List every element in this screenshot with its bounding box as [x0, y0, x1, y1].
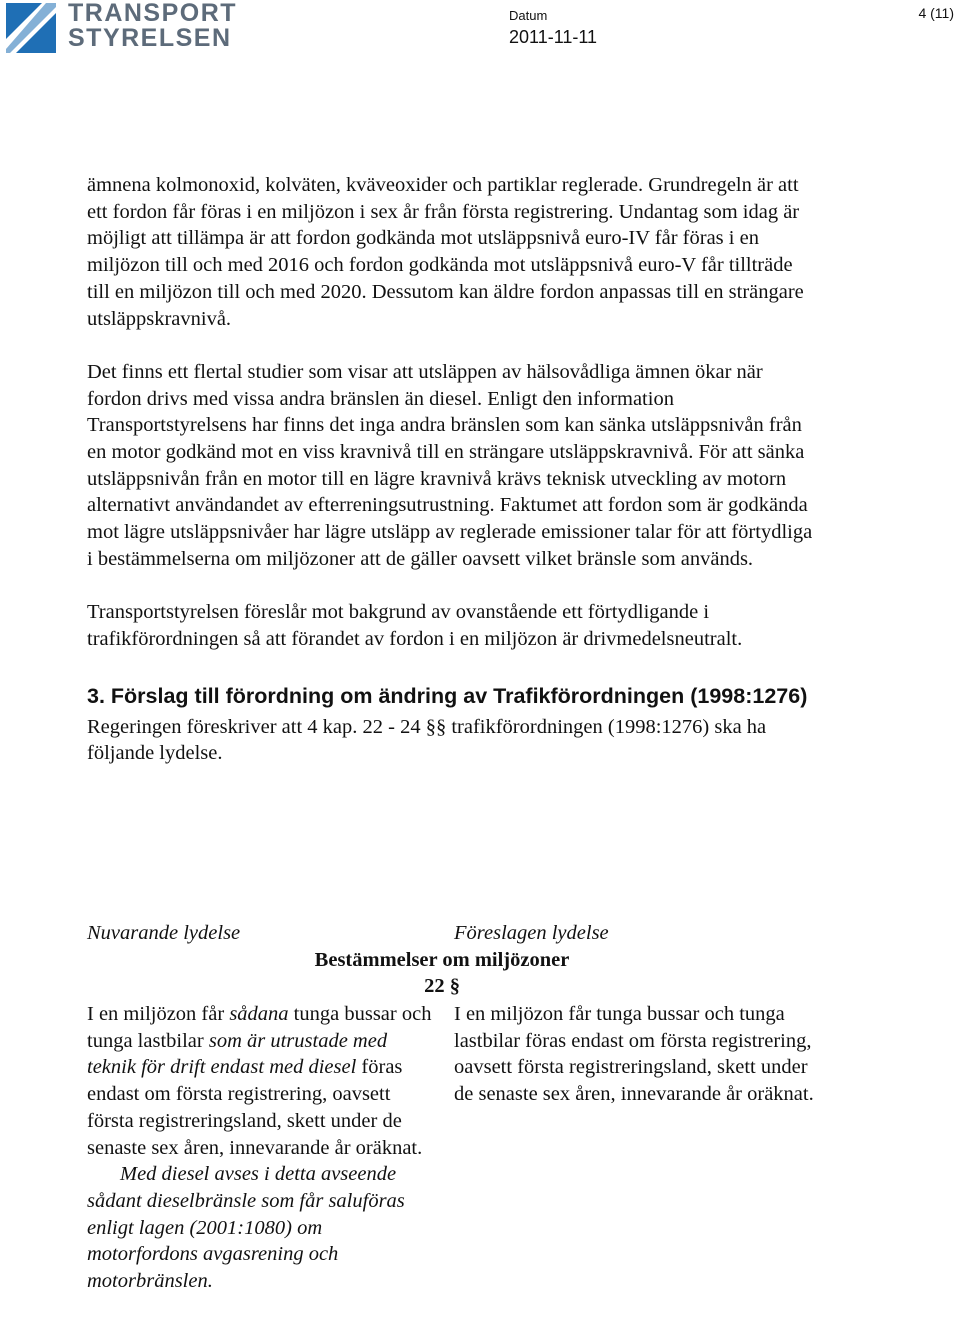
date-block [509, 8, 597, 50]
date-label: Datum [509, 8, 548, 23]
section-heading: 3. Förslag till förordning om ändring av Trafikförordningen (1998:1276) [87, 683, 808, 708]
proposed-wording-header: Föreslagen lydelse [454, 922, 609, 944]
text-run: föras endast om första registrering, oavsett första registreringsland, skett under de senaste sex åren, innevarande år oräknat. [87, 1056, 423, 1159]
body-paragraph: Transportstyrelsen föreslår mot bakgrund av ovanstående ett förtydligande i trafikförordningen så att förandet av fordon i en miljözon är drivmedelsneutralt. [87, 601, 743, 650]
provision-title: Bestämmelser om miljözoner [314, 949, 570, 971]
transportstyrelsen-logo [6, 0, 238, 55]
date-value: 2011-11-11 [509, 27, 598, 47]
page-number: 4 (11) [918, 5, 954, 21]
text-run-italic: sådana [229, 1003, 289, 1025]
paragraph-number: 22 § [424, 975, 460, 997]
current-wording-text [87, 1001, 437, 1161]
text-run-italic: som är utrustade med teknik för drift endast med diesel [87, 1029, 388, 1079]
section-intro: Regeringen föreskriver att 4 kap. 22 - 24 §§ trafikförordningen (1998:1276) ska ha följande lydelse. [87, 715, 767, 765]
logo-line-1: TRANSPORT [68, 0, 238, 27]
logo-wordmark [68, 1, 237, 51]
logo-mark-icon [6, 3, 56, 53]
body-paragraph: Det finns ett flertal studier som visar att utsläppen av hälsovådliga ämnen ökar när fordon drivs med vissa andra bränslen än diesel. Enligt den information Transportstyrelsens har finns det inga andra bränslen som kan sänka utsläppsnivån från en motor godkänd mot en viss kravnivå till en strängare utsläppskravnivå. För att sänka utsläppsnivån från en motor till en lägre kravnivå krävs teknisk utveckling av motorn alternativt användandet av efterreningsutrustning. Faktumet att fordon som är godkända mot lägre utsläppsnivåer har lägre utsläpp av reglerade emissioner talar för att förtydliga i bestämmelserna om miljözoner att de gäller oavsett vilket bränsle som används. [87, 360, 813, 570]
proposed-wording-column [454, 1001, 814, 1108]
body-paragraph: ämnena kolmonoxid, kolväten, kväveoxider och partiklar reglerade. Grundregeln är att ett fordon får föras i en miljözon i sex år från första registrering. Undantag som idag är möjligt att tillämpa är att fordon godkända mot utsläppsnivå euro-IV får föras i en miljözon till och med 2016 och fordon godkända mot utsläppsnivå euro-V får tillträde till en miljözon till och med 2020. Dessutom kan äldre fordon anpassas till en strängare utsläppskravnivå. [87, 174, 804, 330]
logo-line-2: STYRELSEN [68, 24, 232, 52]
current-wording-header: Nuvarande lydelse [87, 922, 241, 944]
text-run: tunga bussar och tunga lastbilar [87, 1003, 432, 1052]
proposed-wording-text: I en miljözon får tunga bussar och tunga lastbilar föras endast om första registrering, oavsett första registreringsland, skett under de senaste sex åren, innevarande år oräknat. [454, 1003, 814, 1106]
current-wording-note: Med diesel avses i detta avseende sådant dieselbränsle som får saluföras enligt lagen (2001:1080) om motorfordons avgasrening och motorbränslen. [87, 1163, 405, 1293]
current-wording-column [87, 1001, 437, 1295]
text-run: I en miljözon får [87, 1003, 230, 1025]
document-body [87, 172, 817, 767]
